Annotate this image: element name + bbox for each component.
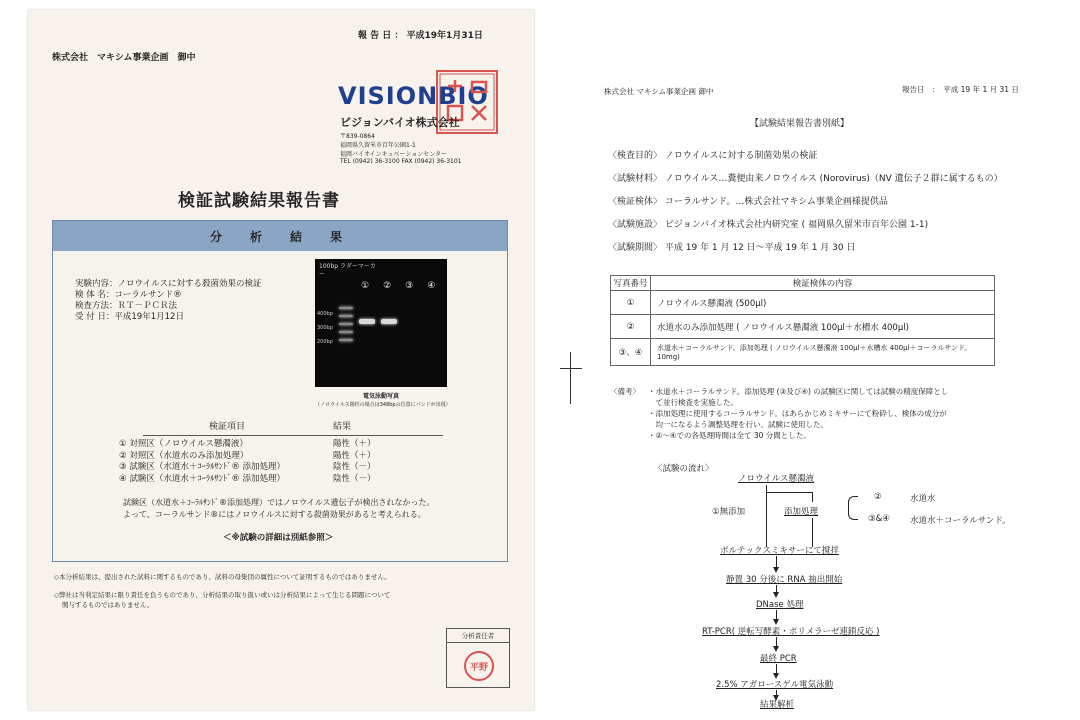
gel-caption: 電気泳動写真 [363, 393, 400, 400]
responsible-label: 分析責任者 [447, 629, 509, 643]
info-line: 検査方法：ＲＴ－ＰＣＲ法 [75, 301, 178, 311]
gel-band-lane-2 [381, 319, 397, 324]
report-date: 報 告 日 ： 平成19年1月31日 [358, 31, 483, 41]
attachment-addressee: 株式会社 マキシム事業企画 御中 [604, 87, 714, 96]
flow-step-1: ボルテックスミキサーにて撹拌 [720, 546, 839, 556]
flow-line [766, 492, 812, 493]
disclaimer-line: ◇本分析結果は、提出された試料に関するものであり、試料の母集団の属性について証明するものではありません。 [54, 573, 391, 581]
remark-line: ・添加処理に使用するコーラルサンド。はあらかじめミキサーにて粉砕し、検体の成分が [648, 409, 947, 418]
ladder-band [339, 331, 353, 333]
flow-arrow [776, 664, 777, 674]
disclaimer-notes [54, 572, 524, 610]
lane-label: ④ [427, 281, 436, 291]
gel-bp-labels [317, 307, 333, 349]
flow-arrow [776, 556, 777, 568]
results-list [119, 439, 376, 485]
table-cell: ノロウイルス懸濁液 (500μl) [651, 291, 995, 315]
field-row: 〈検査目的〉 ノロウイルスに対する制菌効果の検証 [608, 151, 818, 161]
gel-photo [315, 259, 447, 387]
results-col-result: 結果 [333, 422, 352, 432]
report-scan [28, 10, 534, 710]
result-row: ④ 試験区（水道水＋ｺｰﾗﾙｻﾝﾄﾞ® 添加処理） 陰性（－） [119, 473, 376, 484]
ladder-band [339, 315, 353, 317]
table-row [611, 339, 995, 366]
postal-code: 〒839-0864 [340, 133, 375, 140]
test-info [75, 279, 262, 323]
flow-line [766, 485, 767, 547]
field-row: 〈試験期間〉 平成 19 年 1 月 12 日～平成 19 年 1 月 30 日 [608, 243, 856, 253]
flow-arrow [776, 637, 777, 647]
panel-heading: 分 析 結 果 [53, 221, 507, 251]
remarks-label: 〈備考〉 [610, 387, 640, 396]
field-row: 〈試験材料〉 ノロウイルス…糞便由来ノロウイルス (Norovirus)（NV 遺伝子２群に属するもの） [608, 174, 1003, 184]
flow-no-add: ①無添加 [712, 507, 746, 517]
test-fields [608, 148, 1003, 263]
flow-step-2: 静置 30 分後に RNA 抽出開始 [726, 575, 843, 585]
crop-mark-horizontal [560, 368, 582, 369]
table-cell: ② [611, 315, 651, 339]
attachment-page [590, 80, 1050, 710]
table-row [611, 315, 995, 339]
flow-opt2: 水道水 [910, 494, 936, 504]
flow-brace [848, 496, 858, 520]
results-col-item: 検証項目 [209, 422, 246, 432]
gel-band-lane-1 [359, 319, 375, 324]
info-line: 検 体 名：コーラルサンド® [75, 290, 182, 300]
table-header-cell: 写真番号 [611, 276, 651, 291]
lane-label: ① [361, 281, 370, 291]
detail-reference: ＜※試験の詳細は別紙参照＞ [223, 533, 334, 543]
flow-opt34: 水道水＋コーラルサンド。 [910, 516, 1011, 526]
bp-label: 300bp [317, 325, 333, 331]
flow-step-6: 2.5% アガロースゲル電気泳動 [716, 680, 834, 690]
flow-arrow [776, 610, 777, 620]
flow-opt34-no: ③&④ [868, 514, 890, 524]
disclaimer-line: 関与するものではありません。 [62, 601, 154, 609]
conclusion-line: よって、コーラルサンド®にはノロウイルスに対する殺菌効果があると考えられる。 [123, 510, 426, 519]
remarks [648, 386, 1028, 441]
table-cell: ① [611, 291, 651, 315]
results-header [143, 419, 443, 436]
company-logo: VISIONBIO [338, 82, 489, 110]
disclaimer-line: ◇弊社は当利定結果に限り責任を負うものであり、分析結果の取り扱い或いは分析結果によって生じる問題について [54, 591, 391, 599]
flow-line [812, 518, 813, 547]
info-line: 実験内容：ノロウイルスに対する殺菌効果の検証 [75, 279, 262, 289]
field-row: 〈検証検体〉 コーラルサンド。…株式会社マキシム事業企画様提供品 [608, 197, 888, 207]
bp-label: 200bp [317, 339, 333, 345]
flow-opt2-no: ② [874, 492, 882, 502]
analysis-panel [52, 220, 508, 562]
sample-table [610, 275, 995, 366]
responsible-box [446, 628, 510, 688]
remark-line: 均一になるよう調整処理を行い、試験に使用した。 [648, 420, 828, 429]
remark-line: ・②～④での各処理時間は全て 30 分間とした。 [648, 431, 811, 440]
flow-start: ノロウイルス懸濁液 [738, 474, 814, 484]
result-row: ② 対照区（水道水のみ添加処理） 陽性（＋） [119, 450, 376, 461]
flow-arrow [776, 690, 777, 696]
ladder-band [339, 323, 353, 325]
info-line: 受 付 日：平成19年1月12日 [75, 312, 184, 322]
gel-note: （ノロウイルス陽性の場合は348bpの位置にバンドが出現） [315, 402, 451, 408]
conclusion [123, 497, 435, 521]
crop-mark-vertical [570, 352, 571, 404]
phone-fax: TEL (0942) 36-3100 FAX (0942) 36-3101 [340, 158, 462, 165]
table-cell: 水道水のみ添加処理 ( ノロウイルス懸濁液 100μl＋水槽水 400μl) [651, 315, 995, 339]
remark-line: て並行検査を実施した。 [648, 398, 738, 407]
flow-step-7: 結果解析 [760, 700, 795, 710]
table-cell: ③、④ [611, 339, 651, 366]
result-row: ③ 試験区（水道水＋ｺｰﾗﾙｻﾝﾄﾞ® 添加処理） 陰性（－） [119, 462, 376, 472]
gel-lane-labels [361, 281, 435, 291]
table-row [611, 291, 995, 315]
flow-arrow [776, 585, 777, 593]
ladder-band [339, 339, 353, 341]
addressee: 株式会社 マキシム事業企画 御中 [52, 53, 196, 63]
lane-label: ② [383, 281, 392, 291]
personal-seal: 平野 [464, 651, 494, 681]
remark-line: ・水道水＋コーラルサンド。添加処理 (③及び④) の試験区に関しては試験の精度保障とし [648, 387, 949, 396]
flow-step-5: 最終 PCR [760, 654, 797, 664]
conclusion-line: 試験区（水道水＋ｺｰﾗﾙｻﾝﾄﾞ®添加処理）ではノロウイルス遺伝子が検出されなかった。 [123, 498, 435, 507]
table-header-cell: 検証検体の内容 [651, 276, 995, 291]
gel-marker-label: 100bp ラダーマーカー [319, 263, 376, 278]
address-line-1: 福岡県久留米市百年公園1-1 [340, 142, 416, 149]
ladder-band [339, 307, 353, 309]
bp-label: 400bp [317, 311, 333, 317]
result-row: ① 対照区（ノロウイルス懸濁液） 陽性（＋） [119, 439, 376, 449]
flow-step-4: RT-PCR( 逆転写酵素・ポリメラーゼ連鎖反応 ) [702, 627, 880, 637]
report-title: 検証試験結果報告書 [178, 191, 340, 211]
field-row: 〈試験施設〉 ビジョンバイオ株式会社内研究室 ( 福岡県久留米市百年公園 1-1) [608, 220, 929, 230]
table-header-row [611, 276, 995, 291]
lane-label: ③ [405, 281, 414, 291]
table-cell: 水道水＋コーラルサンド。添加処理 ( ノロウイルス懸濁液 100μl＋水槽水 400μl＋コーラルサンド。10mg) [651, 339, 995, 366]
flow-line [812, 492, 813, 502]
company-name: ビジョンバイオ株式会社 [340, 116, 460, 129]
address-line-2: 福岡バイオインキュベーションセンター [340, 151, 448, 158]
attachment-report-date: 報告日 ： 平成 19 年 1 月 31 日 [902, 85, 1019, 94]
flow-step-3: DNase 処理 [756, 600, 804, 610]
attachment-title: 【試験結果報告書別紙】 [750, 119, 850, 129]
flow-title: 〈試験の流れ〉 [654, 464, 714, 474]
flow-add: 添加処理 [784, 507, 819, 517]
